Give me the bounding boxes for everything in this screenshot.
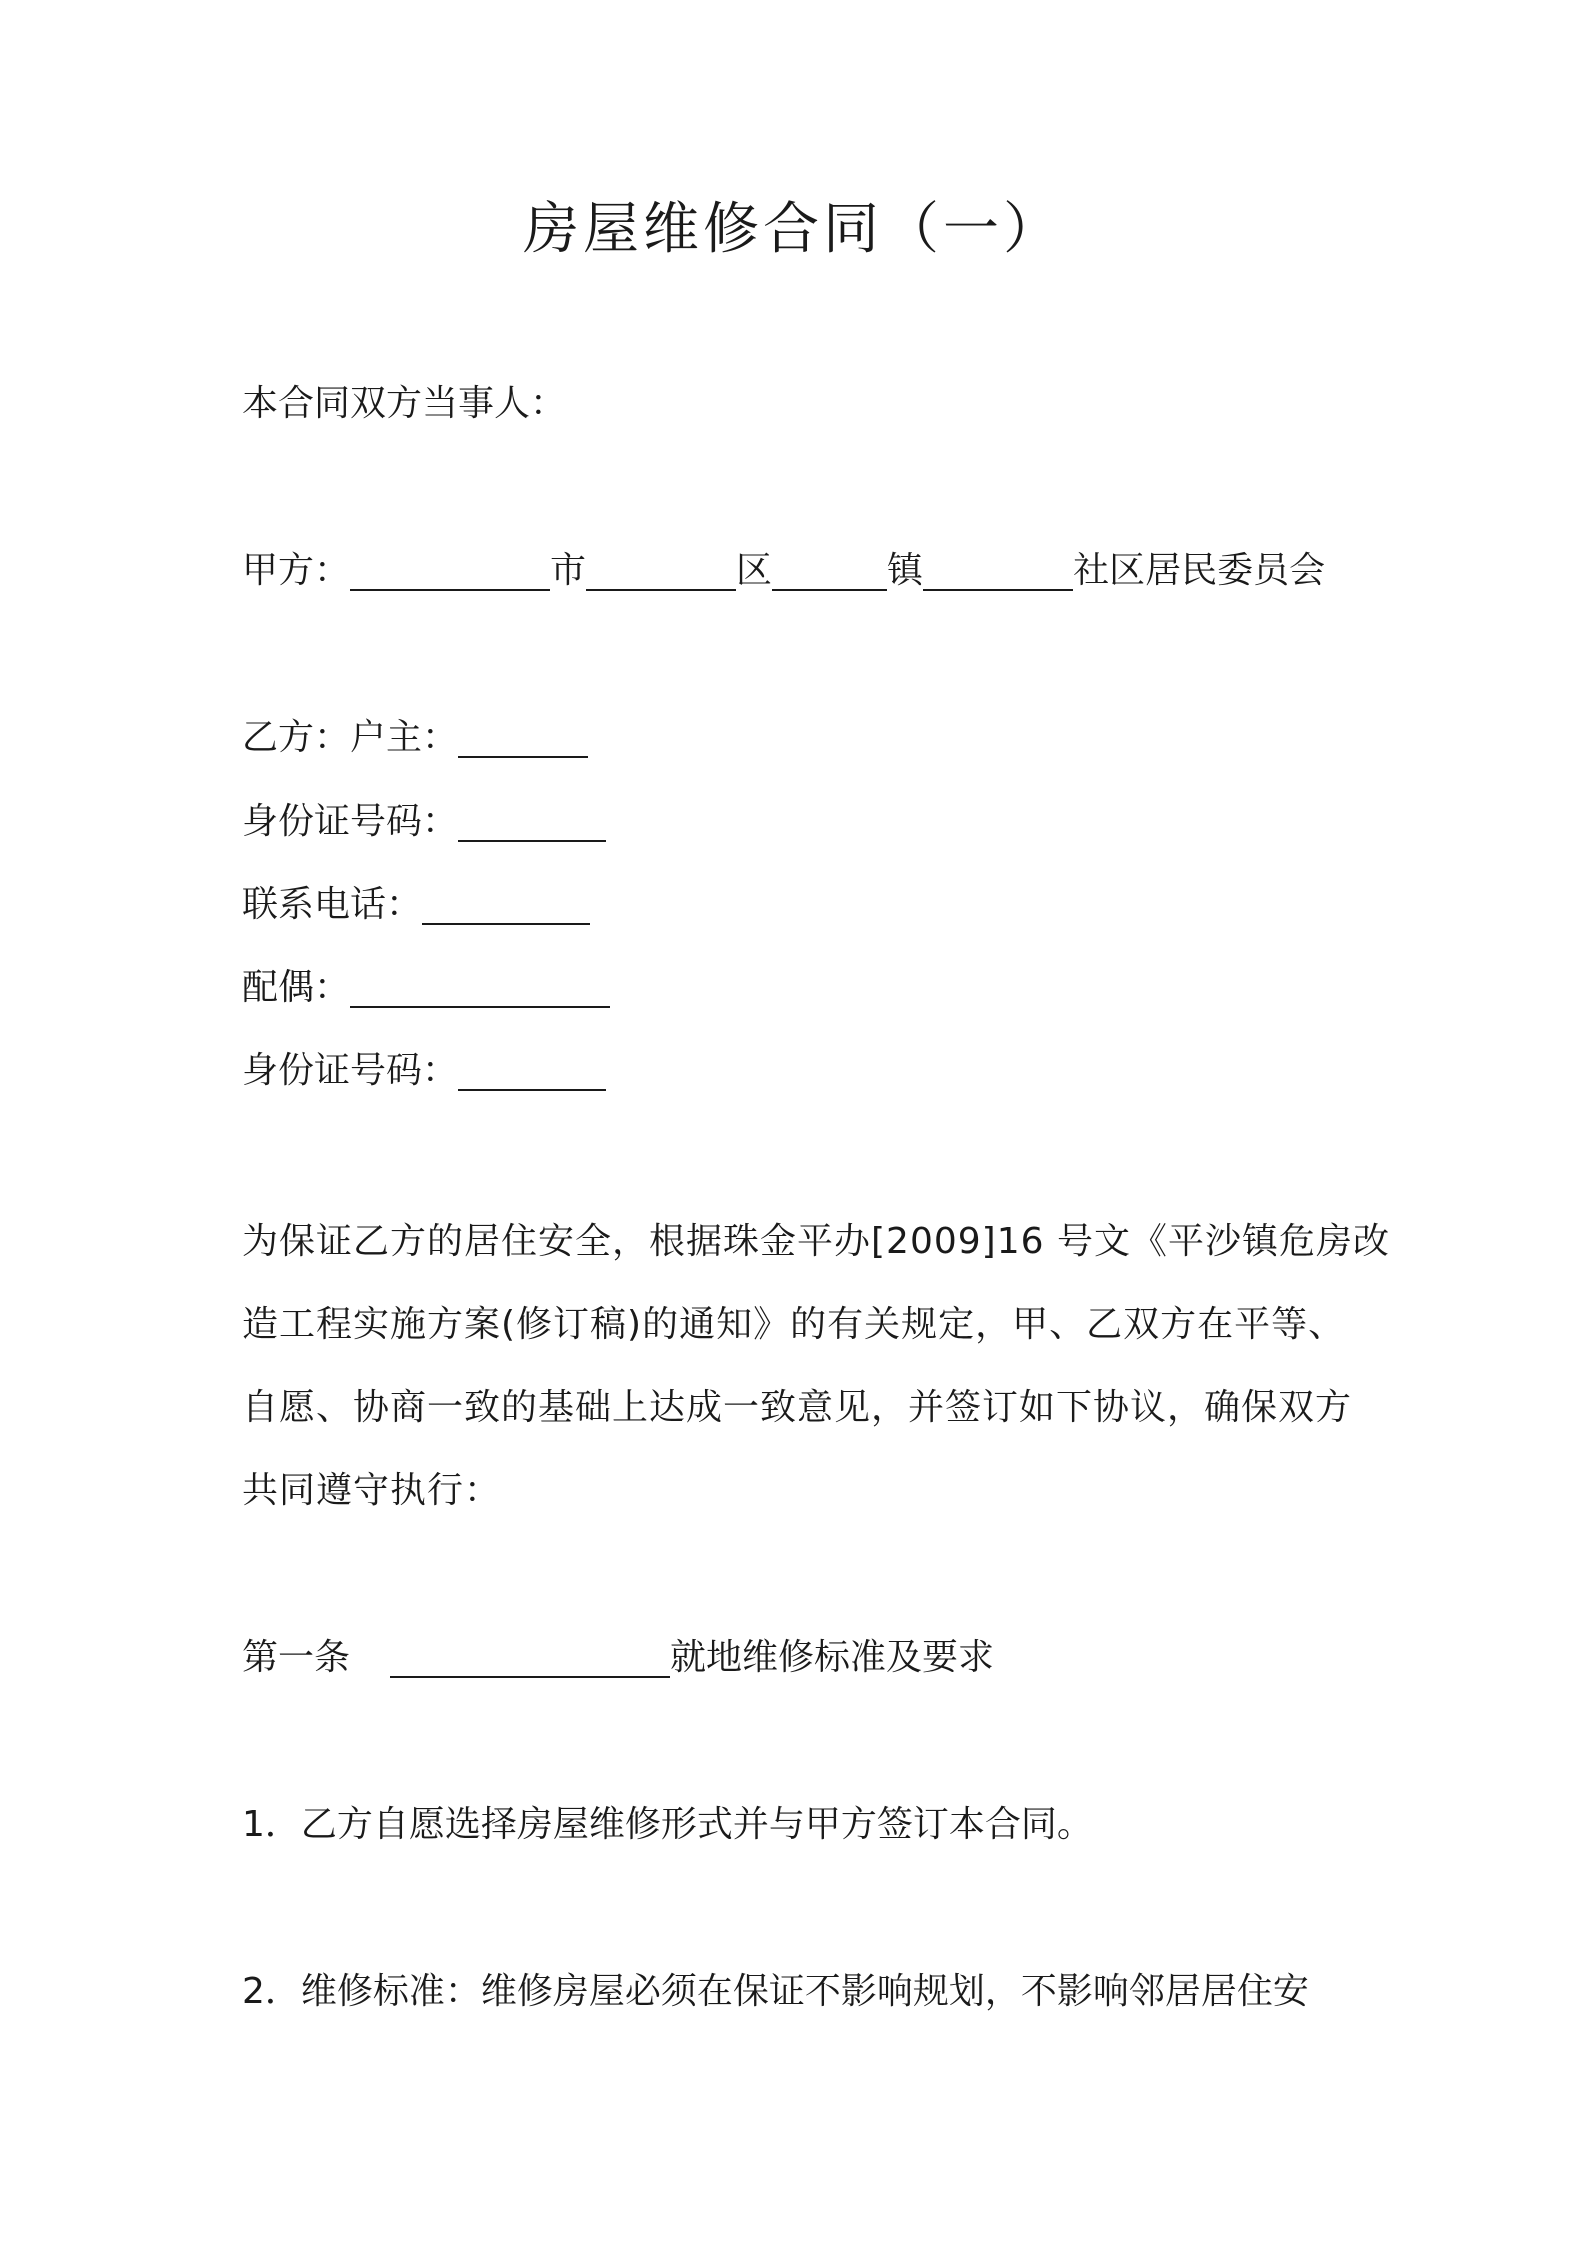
item-2-text: 2．维修标准：维修房屋必须在保证不影响规划，不影响邻居居住安 [242, 1971, 1309, 2012]
party-b-id-blank[interactable] [458, 800, 606, 842]
article-one-blank[interactable] [390, 1636, 670, 1678]
preamble-line: 造工程实施方案(修订稿)的通知》的有关规定，甲、乙双方在平等、 [242, 1304, 1346, 1345]
party-a-city-blank[interactable] [350, 549, 550, 591]
party-b-phone-line [242, 879, 590, 931]
party-b-owner-label: 乙方：户主： [242, 717, 459, 758]
party-a-community-blank[interactable] [923, 549, 1073, 591]
article-one-label: 第一条 [242, 1637, 351, 1678]
party-b-phone-label: 联系电话： [242, 884, 423, 925]
preamble-line: 共同遵守执行： [242, 1470, 502, 1511]
party-b-id-label: 身份证号码： [242, 801, 459, 842]
party-a-line [242, 545, 1325, 597]
party-a-district-blank[interactable] [586, 549, 736, 591]
item-1-text: 1．乙方自愿选择房屋维修形式并与甲方签订本合同。 [242, 1804, 1093, 1845]
parties-intro-text: 本合同双方当事人： [242, 383, 567, 424]
party-b-spouse-blank[interactable] [350, 966, 610, 1008]
party-b-spouse-line [242, 962, 610, 1014]
party-a-town-label: 镇 [887, 550, 924, 591]
party-a-label: 甲方： [242, 550, 351, 591]
preamble-paragraph [242, 1200, 1390, 1532]
party-a-committee-label: 社区居民委员会 [1073, 550, 1326, 591]
party-a-district-label: 区 [736, 550, 773, 591]
article-one-heading [242, 1632, 994, 1684]
party-b-spouse-label: 配偶： [242, 967, 351, 1008]
article-one-suffix: 就地维修标准及要求 [670, 1637, 995, 1678]
party-b-owner-blank[interactable] [458, 716, 588, 758]
preamble-line: 自愿、协商一致的基础上达成一致意见，并签订如下协议，确保双方 [242, 1387, 1353, 1428]
item-1 [242, 1799, 1093, 1851]
party-b-owner-line [242, 712, 588, 764]
party-b-spouse-id-blank[interactable] [458, 1049, 606, 1091]
page-title: 房屋维修合同（一） [523, 197, 1063, 262]
party-b-spouse-id-line [242, 1045, 606, 1097]
party-a-city-label: 市 [550, 550, 587, 591]
party-b-phone-blank[interactable] [422, 883, 590, 925]
parties-intro [242, 378, 566, 430]
party-a-town-blank[interactable] [772, 549, 887, 591]
preamble-line: 为保证乙方的居住安全，根据珠金平办[2009]16 号文《平沙镇危房改 [242, 1221, 1390, 1262]
item-2 [242, 1966, 1309, 2018]
party-b-id-line [242, 796, 606, 848]
party-b-spouse-id-label: 身份证号码： [242, 1050, 459, 1091]
